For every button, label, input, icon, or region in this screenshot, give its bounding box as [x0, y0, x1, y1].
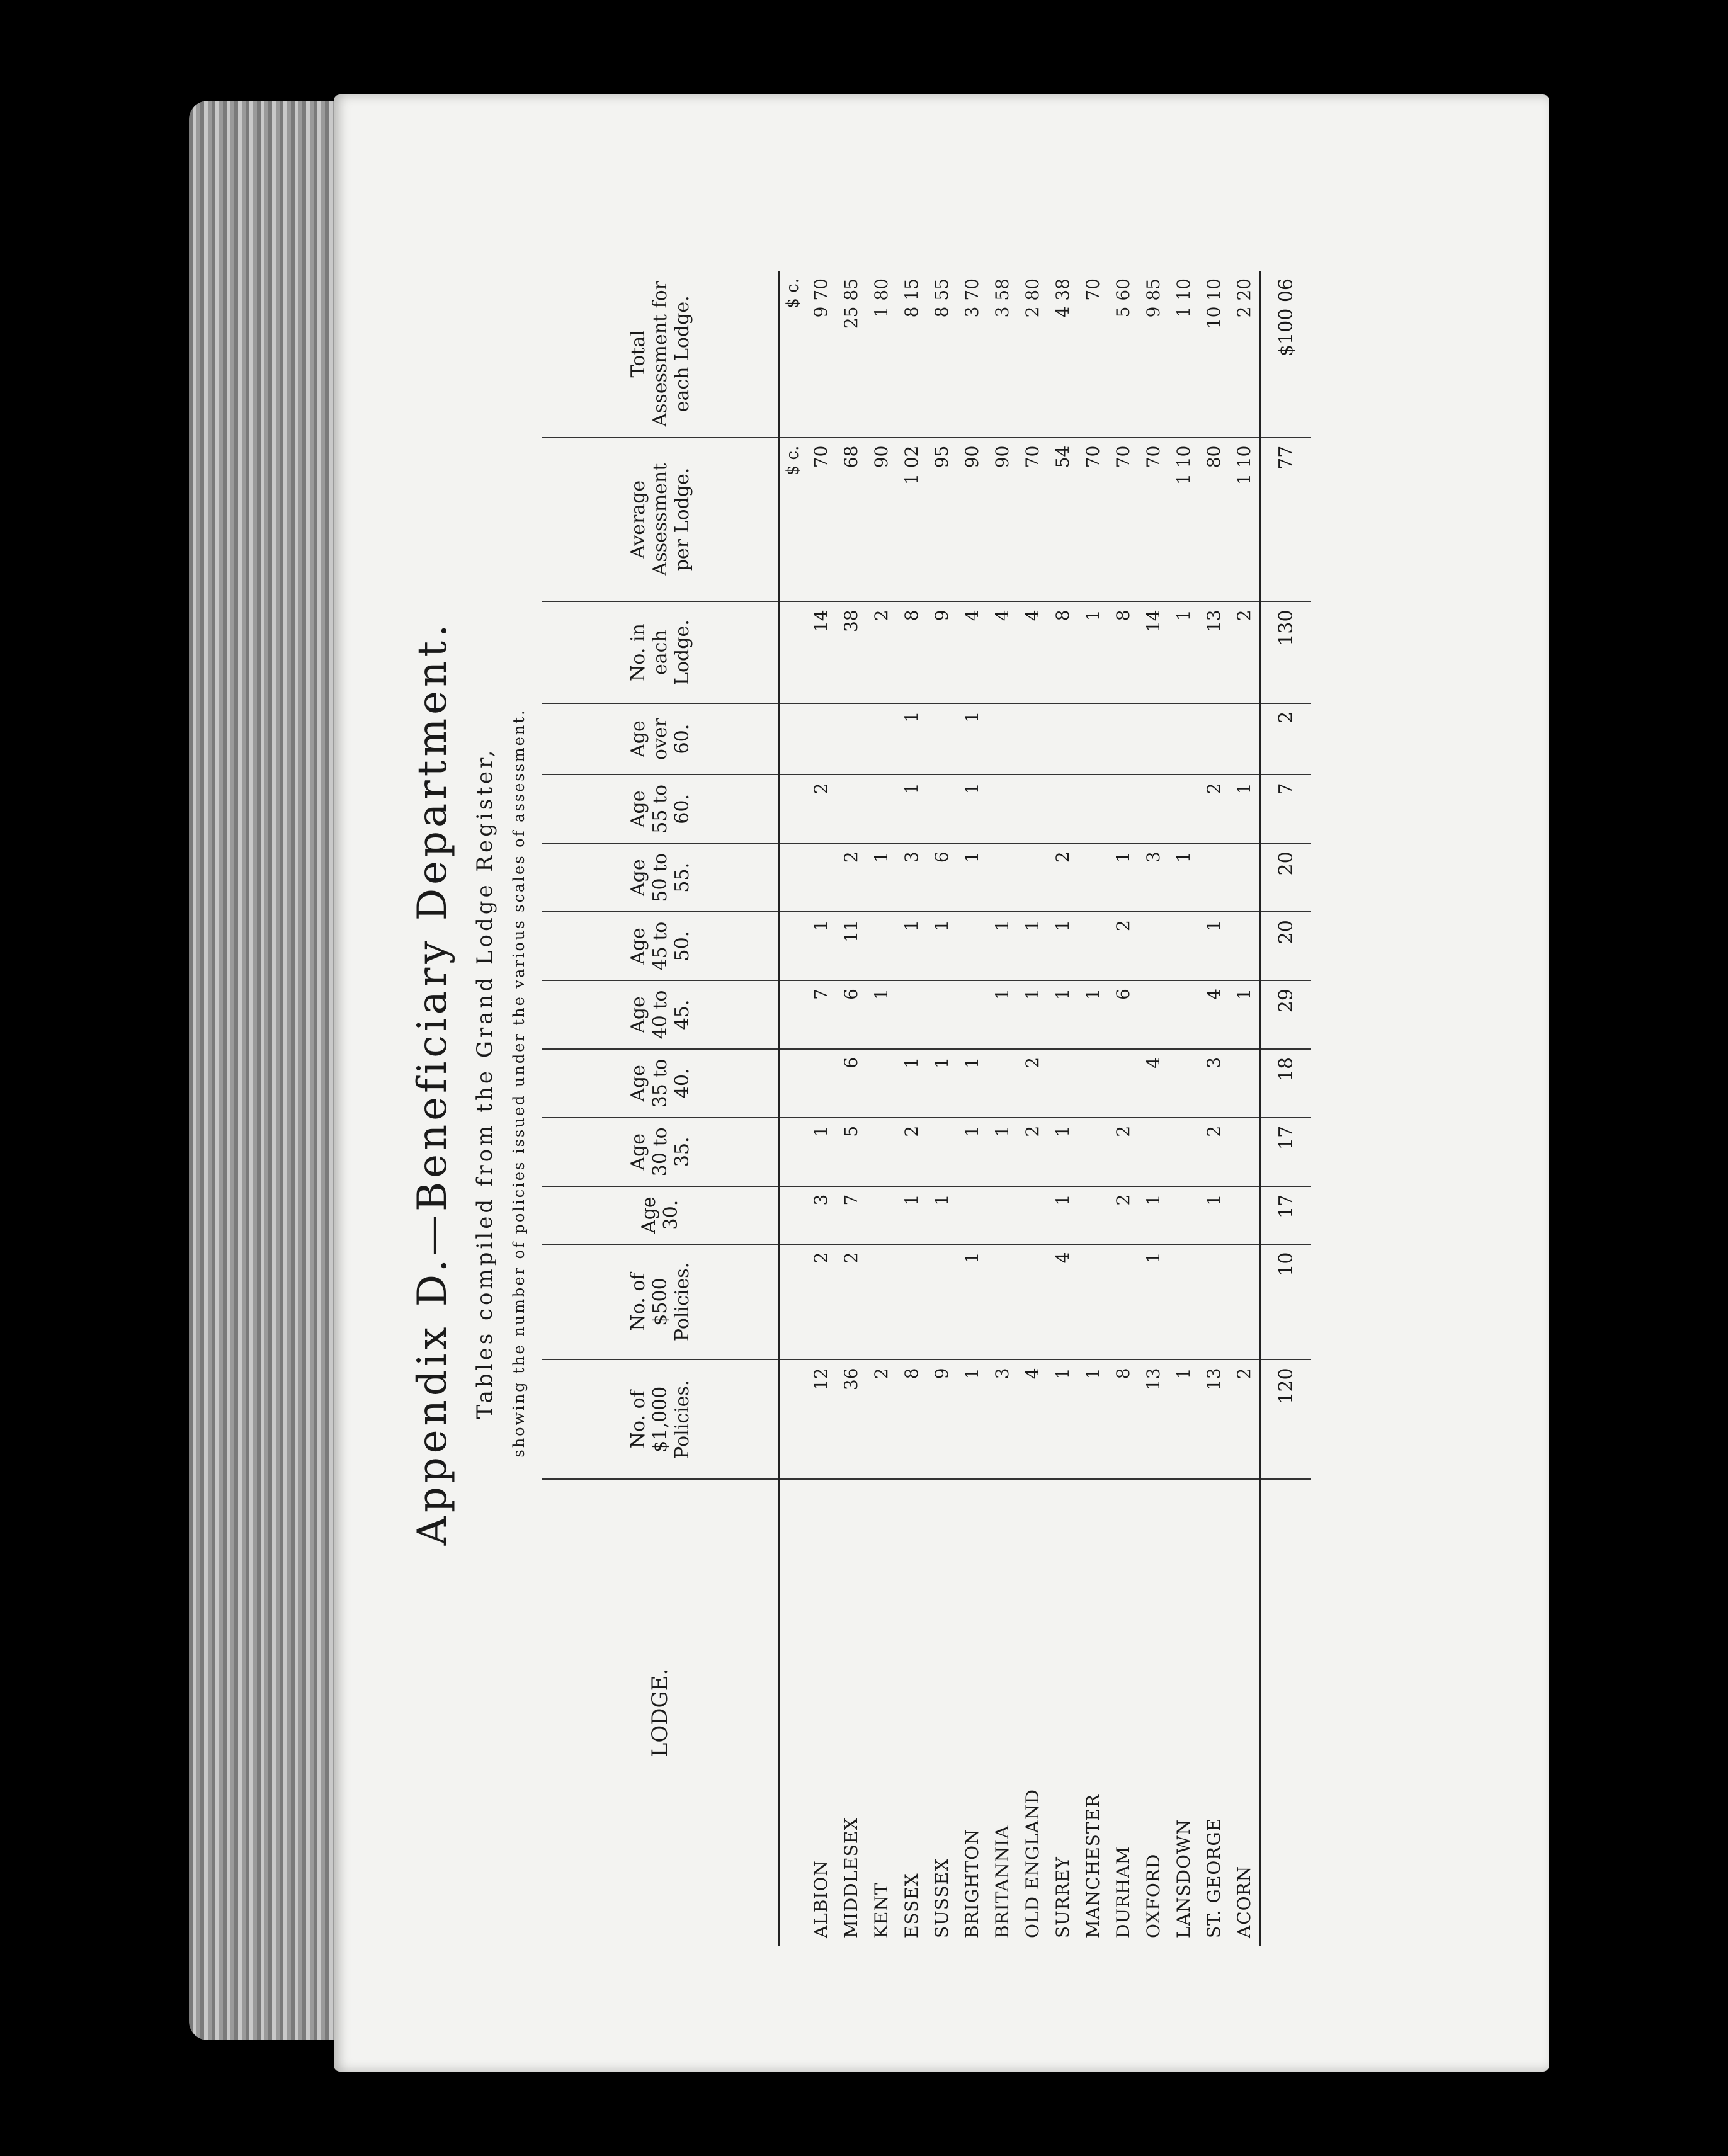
units-cell: [780, 1359, 806, 1479]
table-cell: 2: [866, 601, 896, 703]
total-cell: [1260, 1479, 1312, 1946]
table-cell: 1 10: [1168, 271, 1198, 438]
table-cell: 1: [1229, 774, 1260, 843]
table-cell: 1: [1047, 1186, 1077, 1244]
table-cell: [957, 980, 987, 1049]
total-cell: 18: [1260, 1049, 1312, 1118]
col-header-500-policies: No. of $500 Policies.: [542, 1244, 780, 1360]
table-cell: 3: [1138, 843, 1168, 912]
lodge-name-cell: SURREY: [1052, 1856, 1073, 1938]
table-cell: 68: [836, 438, 866, 602]
table-cell: 1: [1017, 980, 1047, 1049]
table-cell: 1: [926, 1186, 957, 1244]
table-cell: 8: [896, 601, 926, 703]
col-header-no-in-lodge: No. in each Lodge.: [542, 601, 780, 703]
table-cell: 12: [805, 1359, 836, 1479]
table-cell: [926, 1118, 957, 1186]
table-cell: 1: [957, 1118, 987, 1186]
table-cell: [1168, 1186, 1198, 1244]
table-cell: 3 70: [957, 271, 987, 438]
table-cell: 4 38: [1047, 271, 1077, 438]
table-cell: [866, 912, 896, 980]
table-cell: 5 60: [1108, 271, 1138, 438]
table-row: [866, 271, 896, 1946]
table-row: [1229, 271, 1260, 1946]
units-cell: [780, 1244, 806, 1360]
table-cell: 4: [1198, 980, 1229, 1049]
table-cell: 70: [1108, 438, 1138, 602]
lodge-name-cell: ALBION: [810, 1860, 831, 1938]
table-cell: 13: [1198, 601, 1229, 703]
table-cell: [805, 703, 836, 775]
table-cell: 8: [896, 1359, 926, 1479]
table-cell: [1077, 912, 1108, 980]
table-cell: [1108, 1244, 1138, 1360]
table-cell: 1: [957, 843, 987, 912]
table-cell: 1: [896, 1186, 926, 1244]
total-cell: 7: [1260, 774, 1312, 843]
table-cell: 1: [1047, 1359, 1077, 1479]
lodge-name-cell: KENT: [870, 1882, 892, 1938]
total-cell: 130: [1260, 601, 1312, 703]
table-cell: 6: [836, 980, 866, 1049]
col-header-lodge: LODGE.: [542, 1479, 780, 1946]
table-cell: 1: [1017, 912, 1047, 980]
table-cell: [926, 980, 957, 1049]
table-cell: [1077, 843, 1108, 912]
table-cell: [896, 980, 926, 1049]
table-cell: 2: [1198, 1118, 1229, 1186]
table-cell: [1077, 703, 1108, 775]
table-cell: 2: [1047, 843, 1077, 912]
lodge-name-cell: BRITANNIA: [991, 1825, 1013, 1938]
table-row: [987, 271, 1017, 1946]
col-header-age-30-35: Age 30 to 35.: [542, 1118, 780, 1186]
table-cell: 9 85: [1138, 271, 1168, 438]
table-cell: 1: [805, 1118, 836, 1186]
table-cell: 2: [1017, 1049, 1047, 1118]
table-cell: 1: [987, 1118, 1017, 1186]
table-cell: 2: [1229, 601, 1260, 703]
table-cell: 1: [957, 1359, 987, 1479]
table-cell: [1198, 703, 1229, 775]
table-cell: 2: [1108, 1186, 1138, 1244]
total-cell: $100 06: [1260, 271, 1312, 438]
table-cell: 3: [1198, 1049, 1229, 1118]
table-cell: 2: [1198, 774, 1229, 843]
table-cell: 1: [926, 1049, 957, 1118]
table-cell: 4: [1047, 1244, 1077, 1360]
table-row: [805, 271, 836, 1946]
col-header-age-30: Age 30.: [542, 1186, 780, 1244]
table-cell: 14: [805, 601, 836, 703]
total-cell: 77: [1260, 438, 1312, 602]
table-cell: 70: [1138, 438, 1168, 602]
table-cell: 1: [1077, 980, 1108, 1049]
table-cell: 3: [896, 843, 926, 912]
table-cell: 4: [987, 601, 1017, 703]
units-cell: [780, 703, 806, 775]
table-cell: 1: [896, 1049, 926, 1118]
table-cell: 1: [1077, 601, 1108, 703]
beneficiary-table: [542, 271, 1311, 1946]
table-cell: 1: [1168, 843, 1198, 912]
table-cell: [896, 1244, 926, 1360]
table-cell: [866, 1049, 896, 1118]
book-page-edges: [189, 101, 353, 2040]
table-cell: 1: [1138, 1244, 1168, 1360]
table-row: [1077, 271, 1108, 1946]
table-row: [1047, 271, 1077, 1946]
document-page: [334, 94, 1549, 2072]
table-cell: 2 80: [1017, 271, 1047, 438]
table-cell: 1: [866, 980, 896, 1049]
table-cell: 1: [1108, 843, 1138, 912]
table-cell: 1: [1168, 601, 1198, 703]
table-cell: [1047, 774, 1077, 843]
table-body: [780, 271, 1260, 1946]
table-cell: [805, 1049, 836, 1118]
units-cell: $ c.: [780, 438, 806, 602]
table-cell: 36: [836, 1359, 866, 1479]
table-cell: 1: [987, 980, 1017, 1049]
table-cell: 9: [926, 601, 957, 703]
table-cell: 1: [957, 774, 987, 843]
table-cell: 95: [926, 438, 957, 602]
col-header-age-55-60: Age 55 to 60.: [542, 774, 780, 843]
table-cell: 2 20: [1229, 271, 1260, 438]
units-cell: [780, 774, 806, 843]
col-header-1000-policies: No. of $1,000 Policies.: [542, 1359, 780, 1479]
col-header-age-over-60: Age over 60.: [542, 703, 780, 775]
page-subtitle: Tables compiled from the Grand Lodge Register,: [472, 747, 497, 1419]
table-cell: 3: [805, 1186, 836, 1244]
rotated-content: [334, 94, 1549, 2072]
total-cell: 20: [1260, 912, 1312, 980]
table-cell: [1108, 703, 1138, 775]
table-cell: [1017, 1244, 1047, 1360]
table-cell: 1 10: [1168, 438, 1198, 602]
table-cell: [866, 774, 896, 843]
table-cell: [1077, 1244, 1108, 1360]
lodge-name-cell: MIDDLESEX: [840, 1817, 861, 1938]
table-cell: 1: [1047, 912, 1077, 980]
table-cell: [1229, 1244, 1260, 1360]
table-cell: [866, 1244, 896, 1360]
units-cell: [780, 1118, 806, 1186]
total-cell: 29: [1260, 980, 1312, 1049]
table-cell: [866, 703, 896, 775]
table-cell: 3: [987, 1359, 1017, 1479]
table-cell: [957, 1186, 987, 1244]
table-cell: 7: [805, 980, 836, 1049]
table-cell: [1017, 774, 1047, 843]
table-cell: 1: [1047, 1118, 1077, 1186]
table-cell: [1168, 1118, 1198, 1186]
table-cell: 38: [836, 601, 866, 703]
table-cell: 1 80: [866, 271, 896, 438]
table-cell: [1047, 703, 1077, 775]
table-cell: [1229, 703, 1260, 775]
col-header-age-45-50: Age 45 to 50.: [542, 912, 780, 980]
table-cell: 2: [1108, 912, 1138, 980]
table-cell: [1229, 1118, 1260, 1186]
table-cell: 4: [1017, 1359, 1047, 1479]
table-cell: 1: [1138, 1186, 1168, 1244]
units-cell: $ c.: [780, 271, 806, 438]
table-cell: [1108, 1049, 1138, 1118]
table-cell: [987, 843, 1017, 912]
table-cell: 8 15: [896, 271, 926, 438]
table-cell: [1229, 1186, 1260, 1244]
table-cell: 54: [1047, 438, 1077, 602]
table-cell: 25 85: [836, 271, 866, 438]
table-row: [957, 271, 987, 1946]
table-cell: 9 70: [805, 271, 836, 438]
units-cell: [780, 1186, 806, 1244]
table-cell: 70: [1077, 438, 1108, 602]
table-row: [1017, 271, 1047, 1946]
table-cell: 14: [1138, 601, 1168, 703]
table-cell: [926, 774, 957, 843]
lodge-name-cell: BRIGHTON: [961, 1829, 982, 1938]
table-cell: 1: [1047, 980, 1077, 1049]
table-cell: 70: [1017, 438, 1047, 602]
table-cell: 11: [836, 912, 866, 980]
table-cell: [836, 774, 866, 843]
total-cell: 120: [1260, 1359, 1312, 1479]
units-cell: [780, 601, 806, 703]
units-cell: [780, 912, 806, 980]
table-cell: 1: [805, 912, 836, 980]
page-subtitle-note: showing the number of policies issued under the various scales of assessment.: [510, 708, 528, 1458]
table-cell: 2: [1108, 1118, 1138, 1186]
units-cell: [780, 1479, 806, 1946]
table-cell: 1: [1077, 1359, 1108, 1479]
table-cell: 70: [1077, 271, 1108, 438]
lodge-name-cell: DURHAM: [1112, 1846, 1134, 1938]
table-cell: [805, 843, 836, 912]
table-cell: 2: [866, 1359, 896, 1479]
units-row: [780, 271, 806, 1946]
table-cell: 10 10: [1198, 271, 1229, 438]
table-cell: 90: [987, 438, 1017, 602]
units-cell: [780, 1049, 806, 1118]
table-cell: [1017, 703, 1047, 775]
table-cell: 6: [836, 1049, 866, 1118]
table-cell: [1198, 1244, 1229, 1360]
table-cell: [1168, 980, 1198, 1049]
lodge-name-cell: SUSSEX: [931, 1858, 952, 1938]
table-cell: 1: [957, 1244, 987, 1360]
table-cell: 8 55: [926, 271, 957, 438]
table-cell: 4: [1138, 1049, 1168, 1118]
table-cell: [987, 1186, 1017, 1244]
table-header-row: [542, 271, 780, 1946]
table-cell: 1: [957, 1049, 987, 1118]
table-row: [1198, 271, 1229, 1946]
table-cell: 1: [896, 703, 926, 775]
lodge-name-cell: OLD ENGLAND: [1021, 1789, 1043, 1938]
table-cell: 13: [1138, 1359, 1168, 1479]
table-cell: 8: [1047, 601, 1077, 703]
table-cell: 8: [1108, 1359, 1138, 1479]
table-cell: [1138, 703, 1168, 775]
table-cell: 9: [926, 1359, 957, 1479]
units-cell: [780, 843, 806, 912]
table-cell: [1077, 1118, 1108, 1186]
table-cell: 2: [805, 1244, 836, 1360]
table-cell: 1 02: [896, 438, 926, 602]
table-cell: [987, 774, 1017, 843]
table-cell: 2: [1017, 1118, 1047, 1186]
table-cell: [957, 912, 987, 980]
table-cell: 2: [836, 1244, 866, 1360]
table-cell: 90: [866, 438, 896, 602]
total-cell: 2: [1260, 703, 1312, 775]
lodge-name-cell: ESSEX: [901, 1873, 922, 1938]
table-cell: 5: [836, 1118, 866, 1186]
table-cell: [1077, 774, 1108, 843]
table-cell: 1: [1229, 980, 1260, 1049]
table-cell: 80: [1198, 438, 1229, 602]
table-row: [836, 271, 866, 1946]
table-cell: [926, 703, 957, 775]
table-cell: [1168, 703, 1198, 775]
units-cell: [780, 980, 806, 1049]
col-header-average-assessment: Average Assessment per Lodge.: [542, 438, 780, 602]
table-cell: 1: [1198, 912, 1229, 980]
table-cell: 4: [957, 601, 987, 703]
col-header-total-assessment: Total Assessment for each Lodge.: [542, 271, 780, 438]
table-cell: [926, 1244, 957, 1360]
table-cell: [1168, 1049, 1198, 1118]
table-cell: [987, 1049, 1017, 1118]
table-cell: [1017, 843, 1047, 912]
table-cell: 2: [1229, 1359, 1260, 1479]
table-row: [926, 271, 957, 1946]
table-cell: 2: [896, 1118, 926, 1186]
table-cell: [866, 1118, 896, 1186]
table-row: [896, 271, 926, 1946]
table-cell: 1: [1198, 1186, 1229, 1244]
table-cell: [1198, 843, 1229, 912]
table-cell: 1: [896, 912, 926, 980]
lodge-name-cell: OXFORD: [1142, 1853, 1164, 1938]
col-header-age-50-55: Age 50 to 55.: [542, 843, 780, 912]
table-cell: 1: [926, 912, 957, 980]
table-cell: [1229, 843, 1260, 912]
table-cell: [1138, 980, 1168, 1049]
table-cell: 13: [1198, 1359, 1229, 1479]
total-cell: 20: [1260, 843, 1312, 912]
table-cell: 3 58: [987, 271, 1017, 438]
table-cell: [1168, 912, 1198, 980]
table-cell: 6: [926, 843, 957, 912]
table-cell: 6: [1108, 980, 1138, 1049]
table-cell: 1: [866, 843, 896, 912]
table-cell: [1108, 774, 1138, 843]
col-header-age-40-45: Age 40 to 45.: [542, 980, 780, 1049]
table-cell: [1168, 1244, 1198, 1360]
table-cell: 7: [836, 1186, 866, 1244]
table-cell: 8: [1108, 601, 1138, 703]
total-cell: 17: [1260, 1118, 1312, 1186]
total-cell: 10: [1260, 1244, 1312, 1360]
table-cell: 1: [896, 774, 926, 843]
table-cell: 1: [987, 912, 1017, 980]
table-row: [1108, 271, 1138, 1946]
table-cell: [1168, 774, 1198, 843]
lodge-name-cell: ACORN: [1233, 1865, 1254, 1938]
table-cell: [836, 703, 866, 775]
table-cell: 2: [836, 843, 866, 912]
table-cell: [987, 1244, 1017, 1360]
table-cell: 1 10: [1229, 438, 1260, 602]
table-cell: [987, 703, 1017, 775]
totals-row: [1260, 271, 1312, 1946]
table-row: [1168, 271, 1198, 1946]
col-header-age-35-40: Age 35 to 40.: [542, 1049, 780, 1118]
table-cell: [1017, 1186, 1047, 1244]
table-cell: 4: [1017, 601, 1047, 703]
table-cell: [1138, 774, 1168, 843]
lodge-name-cell: LANSDOWN: [1173, 1818, 1194, 1938]
table-cell: [1138, 912, 1168, 980]
table-cell: 1: [957, 703, 987, 775]
page-title: Appendix D.—Beneficiary Department.: [409, 620, 456, 1546]
table-cell: [1077, 1186, 1108, 1244]
lodge-name-cell: MANCHESTER: [1082, 1793, 1103, 1938]
table-cell: 2: [805, 774, 836, 843]
table-cell: 70: [805, 438, 836, 602]
table-cell: [1077, 1049, 1108, 1118]
table-row: [1138, 271, 1168, 1946]
table-cell: [1047, 1049, 1077, 1118]
table-cell: [1229, 912, 1260, 980]
table-cell: [1138, 1118, 1168, 1186]
total-cell: 17: [1260, 1186, 1312, 1244]
table-cell: 1: [1168, 1359, 1198, 1479]
table-cell: 90: [957, 438, 987, 602]
lodge-name-cell: ST. GEORGE: [1203, 1817, 1224, 1938]
table-cell: [866, 1186, 896, 1244]
table-cell: [1229, 1049, 1260, 1118]
